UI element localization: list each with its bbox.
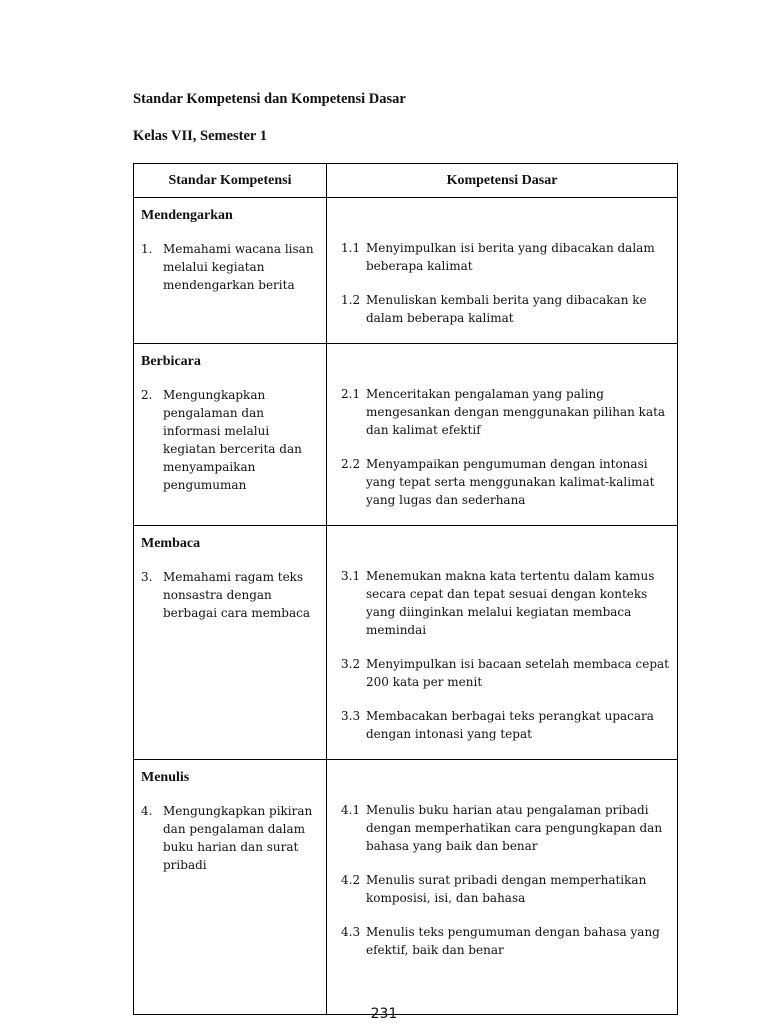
standard-item <box>141 802 320 874</box>
table-row-mendengarkan <box>134 198 678 344</box>
competency-item <box>341 567 671 639</box>
section-heading: Membaca <box>141 536 201 551</box>
competency-item <box>341 291 671 327</box>
table-row-menulis <box>134 760 678 1015</box>
competency-text: Menyimpulkan isi bacaan setelah membaca cepat 200 kata per menit <box>366 657 669 689</box>
competency-item <box>341 871 671 907</box>
table-row-membaca <box>134 526 678 760</box>
competency-item <box>341 239 671 275</box>
table-row-berbicara <box>134 344 678 526</box>
standard-text: Memahami wacana lisan melalui kegiatan mendengarkan berita <box>163 242 314 292</box>
header-standar-kompetensi: Standar Kompetensi <box>134 164 327 198</box>
competency-number: 1.1 <box>341 241 361 255</box>
competency-cell <box>327 526 678 760</box>
standard-cell <box>134 526 327 760</box>
standard-number: 1. <box>141 242 153 256</box>
competency-text: Menyimpulkan isi berita yang dibacakan dalam beberapa kalimat <box>366 241 655 273</box>
standard-text: Mengungkapkan pengalaman dan informasi melalui kegiatan bercerita dan menyampaikan pengumuman <box>163 388 302 492</box>
competency-cell <box>327 344 678 526</box>
header-kompetensi-dasar: Kompetensi Dasar <box>327 164 678 198</box>
competency-text: Menemukan makna kata tertentu dalam kamus secara cepat dan tepat sesuai dengan konteks yang diinginkan melalui kegiatan membaca memindai <box>366 569 655 637</box>
competency-text: Menulis surat pribadi dengan memperhatikan komposisi, isi, dan bahasa <box>366 873 647 905</box>
competency-text: Menulis teks pengumuman dengan bahasa yang efektif, baik dan benar <box>366 925 660 957</box>
standard-number: 4. <box>141 804 153 818</box>
competency-number: 2.1 <box>341 387 361 401</box>
standard-text: Memahami ragam teks nonsastra dengan berbagai cara membaca <box>163 570 310 620</box>
competency-item <box>341 923 671 959</box>
competency-cell <box>327 760 678 1015</box>
section-heading: Menulis <box>141 770 190 785</box>
page-number: 231 <box>370 1006 398 1022</box>
competency-text: Membacakan berbagai teks perangkat upacara dengan intonasi yang tepat <box>366 709 654 741</box>
competency-text: Menyampaikan pengumuman dengan intonasi yang tepat serta menggunakan kalimat-kalimat yang lugas dan sederhana <box>366 457 655 507</box>
competency-number: 3.2 <box>341 657 361 671</box>
table-header-row <box>134 164 678 198</box>
section-heading: Berbicara <box>141 354 201 369</box>
competency-cell <box>327 198 678 344</box>
standard-number: 2. <box>141 388 153 402</box>
competency-item <box>341 801 671 855</box>
competency-item <box>341 655 671 691</box>
standard-item <box>141 386 320 494</box>
competency-text: Menceritakan pengalaman yang paling mengesankan dengan menggunakan pilihan kata dan kalimat efektif <box>366 387 666 437</box>
competency-number: 3.1 <box>341 569 361 583</box>
standard-item <box>141 240 320 294</box>
competency-text: Menulis buku harian atau pengalaman pribadi dengan memperhatikan cara pengungkapan dan bahasa yang baik dan benar <box>366 803 663 853</box>
document-title: Standar Kompetensi dan Kompetensi Dasar <box>133 91 406 107</box>
standard-cell <box>134 198 327 344</box>
standard-text: Mengungkapkan pikiran dan pengalaman dalam buku harian dan surat pribadi <box>163 804 313 872</box>
competency-table <box>133 163 678 1015</box>
competency-number: 1.2 <box>341 293 361 307</box>
competency-item <box>341 707 671 743</box>
competency-number: 2.2 <box>341 457 361 471</box>
standard-number: 3. <box>141 570 153 584</box>
standard-cell <box>134 760 327 1015</box>
competency-item <box>341 385 671 439</box>
competency-text: Menuliskan kembali berita yang dibacakan ke dalam beberapa kalimat <box>366 293 647 325</box>
section-heading: Mendengarkan <box>141 208 233 223</box>
standard-item <box>141 568 320 622</box>
competency-number: 4.1 <box>341 803 361 817</box>
class-semester-heading: Kelas VII, Semester 1 <box>133 128 267 144</box>
competency-number: 4.3 <box>341 925 361 939</box>
competency-number: 4.2 <box>341 873 361 887</box>
standard-cell <box>134 344 327 526</box>
competency-item <box>341 455 671 509</box>
competency-number: 3.3 <box>341 709 361 723</box>
